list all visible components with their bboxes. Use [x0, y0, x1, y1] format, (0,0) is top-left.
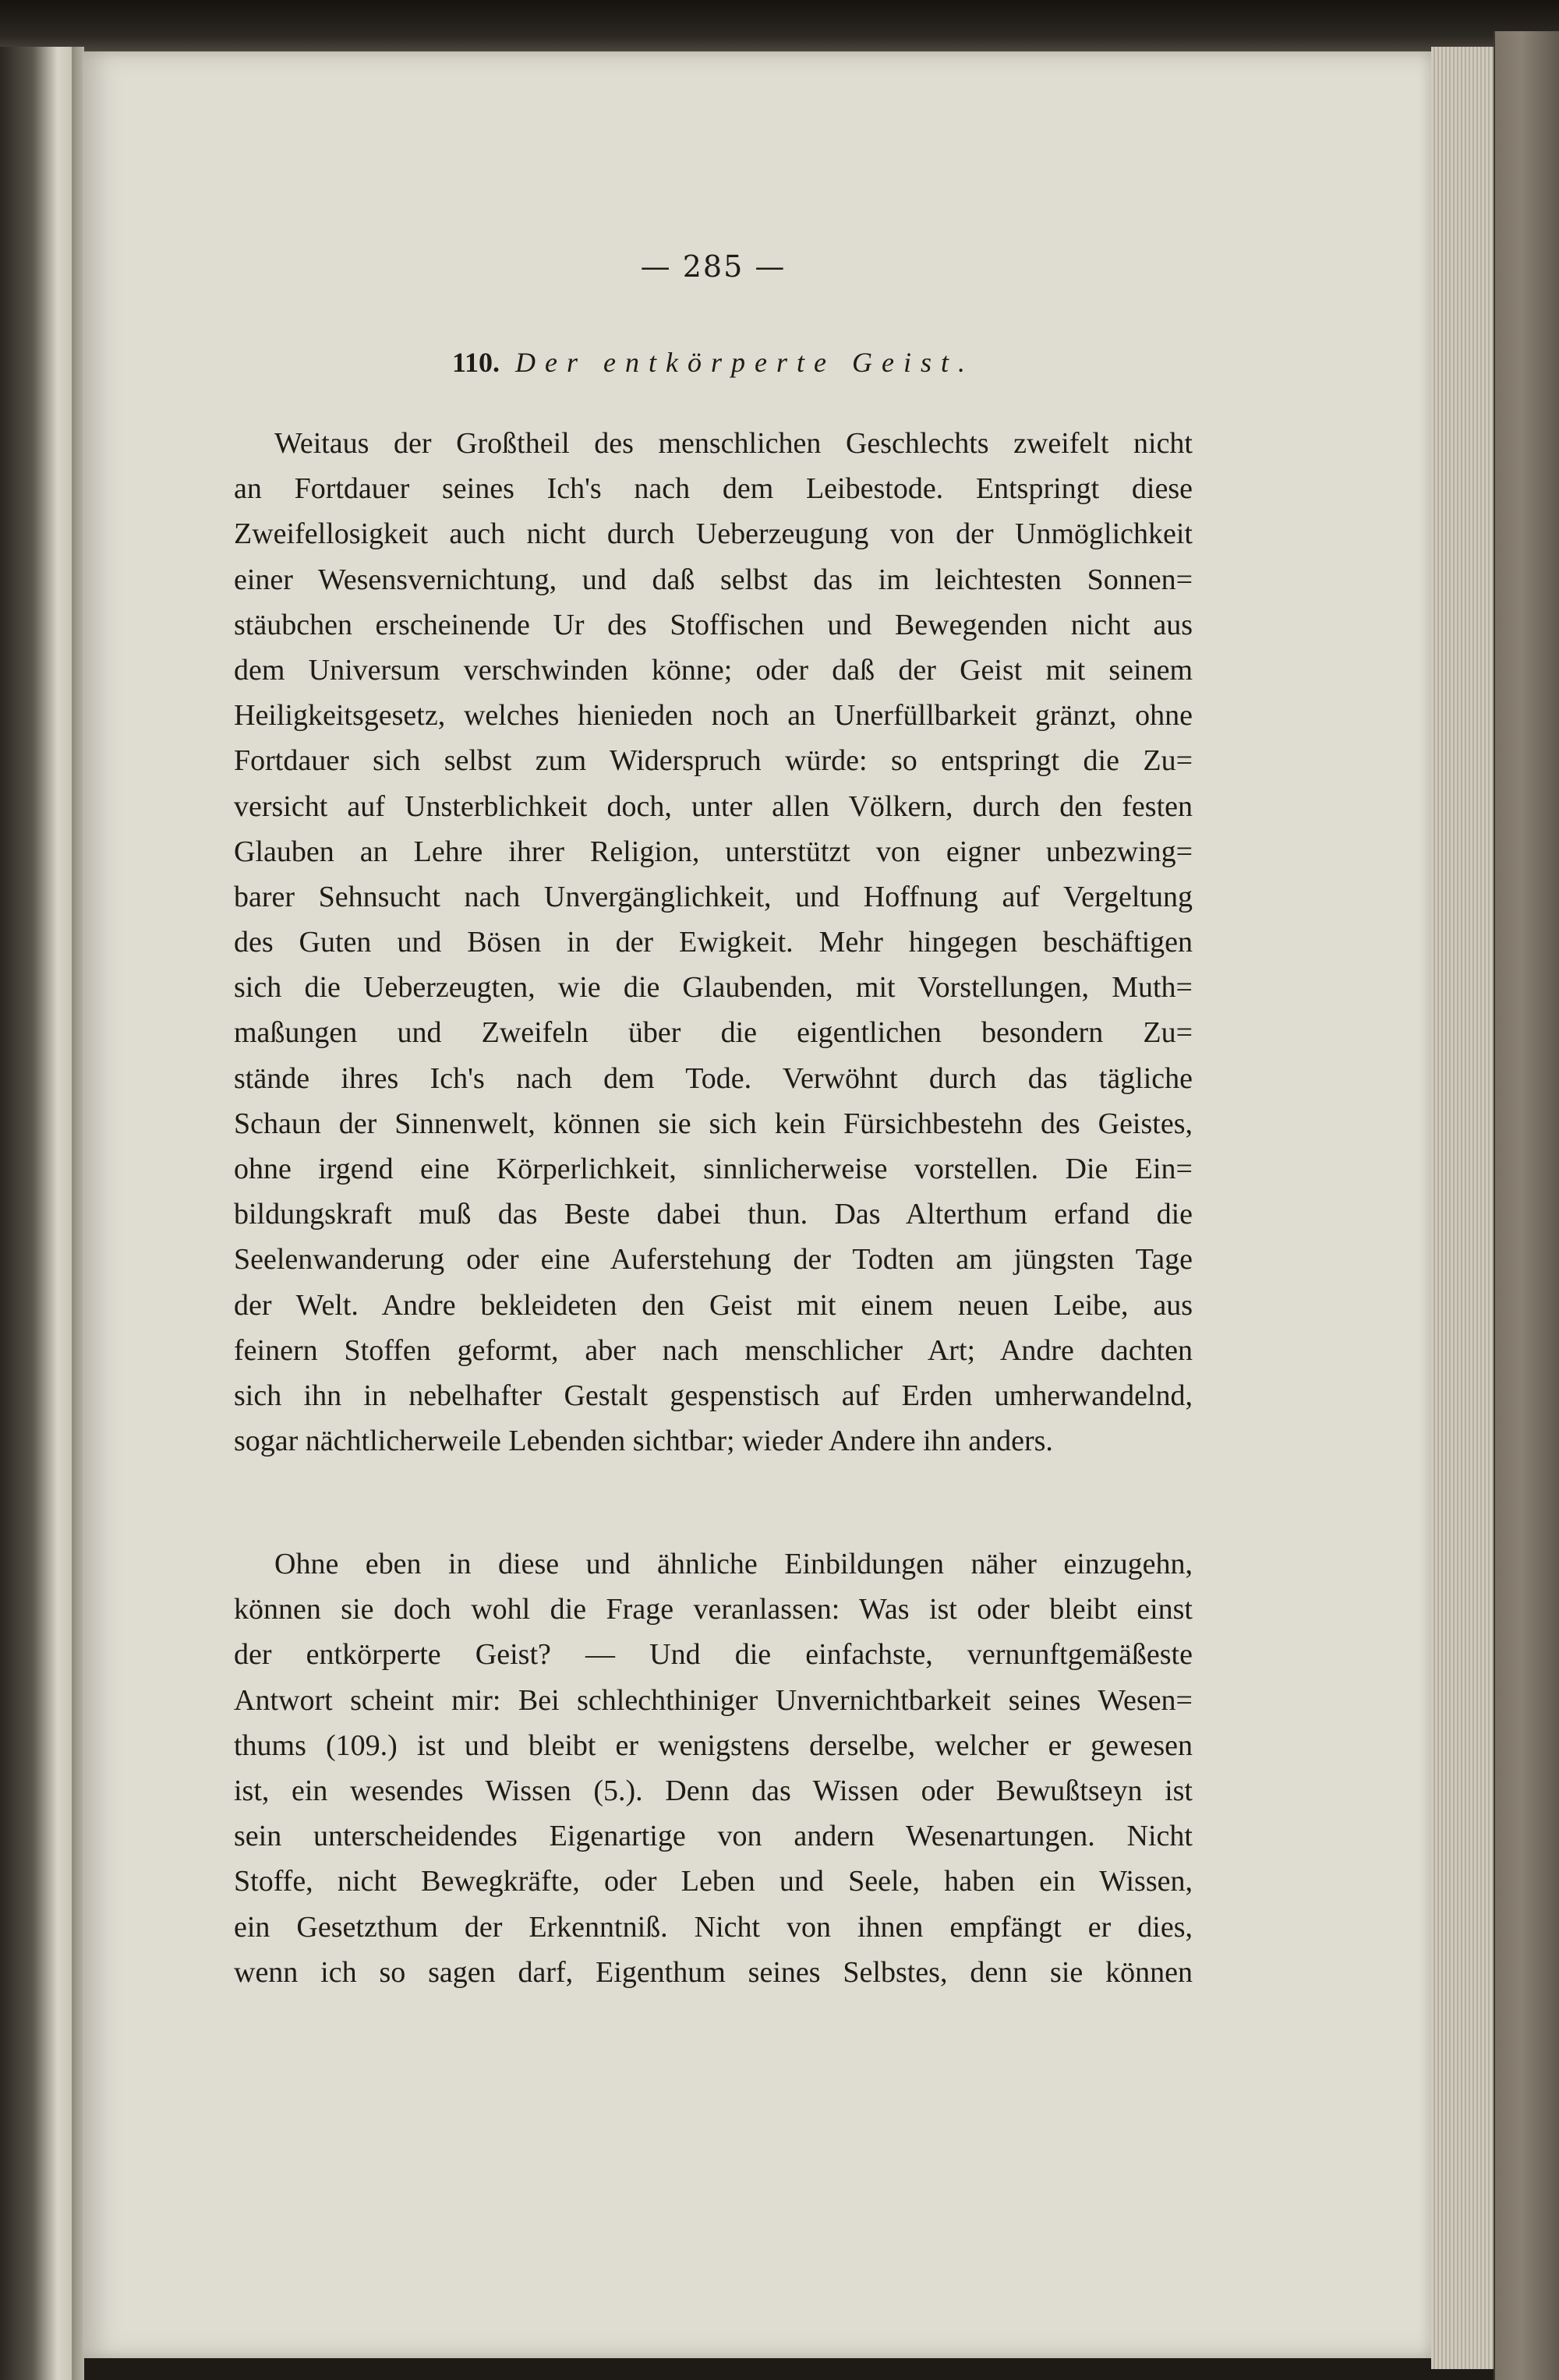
page-block-edge [1431, 47, 1494, 2369]
text-line: Zweifellosigkeit auch nicht durch Ueberzeugung von der Unmöglichkeit [234, 517, 1193, 551]
text-line: einer Wesensvernichtung, und daß selbst das im leichtesten Sonnen= [234, 563, 1193, 596]
paragraph-2 [234, 1541, 1193, 1995]
previous-page-edge [0, 47, 72, 2380]
text-line: sich die Ueberzeugten, wie die Glaubenden, mit Vorstellungen, Muth= [234, 971, 1193, 1005]
book-cover-edge [1494, 31, 1559, 2380]
section-heading [234, 346, 1193, 393]
text-line: sich ihn in nebelhafter Gestalt gespenstisch auf Erden umherwandelnd, [234, 1379, 1193, 1412]
text-line: barer Sehnsucht nach Unvergänglichkeit, und Hoffnung auf Vergeltung [234, 880, 1193, 913]
text-line: Seelenwanderung oder eine Auferstehung der Todten am jüngsten Tage [234, 1243, 1193, 1277]
text-line: Glauben an Lehre ihrer Religion, unterstützt von eigner unbezwing= [234, 835, 1193, 868]
text-line: Weitaus der Großtheil des menschlichen Geschlechts zweifelt nicht [274, 427, 1193, 460]
text-line: der Welt. Andre bekleideten den Geist mit einem neuen Leibe, aus [234, 1288, 1193, 1322]
text-line: sogar nächtlicherweile Lebenden sichtbar; wieder Andere ihn anders. [234, 1425, 1053, 1458]
text-line: Heiligkeitsgesetz, welches hienieden noch an Unerfüllbarkeit gränzt, ohne [234, 699, 1193, 733]
text-line: Antwort scheint mir: Bei schlechthiniger Unvernichtbarkeit seines Wesen= [234, 1683, 1193, 1717]
text-line: sein unterscheidendes Eigenartige von andern Wesenartungen. Nicht [234, 1820, 1193, 1853]
text-line: wenn ich so sagen darf, Eigenthum seines Selbstes, denn sie können [234, 1955, 1193, 1989]
text-line: ohne irgend eine Körperlichkeit, sinnlicherweise vorstellen. Die Ein= [234, 1153, 1193, 1185]
paragraph-1 [234, 421, 1193, 1464]
text-line: können sie doch wohl die Frage veranlassen: Was ist oder bleibt einst [234, 1593, 1193, 1626]
text-line: versicht auf Unsterblichkeit doch, unter allen Völkern, durch den festen [234, 789, 1193, 823]
top-shadow [0, 0, 1559, 51]
text-line: Ohne eben in diese und ähnliche Einbildungen näher einzugehn, [274, 1548, 1193, 1580]
text-line: an Fortdauer seines Ich's nach dem Leibestode. Entspringt diese [234, 472, 1193, 506]
page-number: — 285 — [640, 249, 787, 284]
text-line: der entkörperte Geist? — Und die einfachste, vernunftgemäßeste [234, 1638, 1193, 1672]
text-line: ein Gesetzthum der Erkenntniß. Nicht von ihnen empfängt er dies, [234, 1910, 1193, 1944]
text-line: thums (109.) ist und bleibt er wenigstens derselbe, welcher er gewesen [234, 1729, 1193, 1762]
text-line: ist, ein wesendes Wissen (5.). Denn das Wissen oder Bewußtseyn ist [234, 1774, 1193, 1807]
text-line: stände ihres Ich's nach dem Tode. Verwöhnt durch das tägliche [234, 1061, 1193, 1095]
text-line: dem Universum verschwinden könne; oder daß der Geist mit seinem [234, 653, 1193, 687]
text-line: Fortdauer sich selbst zum Widerspruch würde: so entspringt die Zu= [234, 744, 1193, 778]
text-line: maßungen und Zweifeln über die eigentlichen besondern Zu= [234, 1016, 1193, 1050]
section-title: Der entkörperte Geist. [515, 347, 974, 378]
text-line: Stoffe, nicht Bewegkräfte, oder Leben und Seele, haben ein Wissen, [234, 1865, 1193, 1898]
section-number: 110. [452, 347, 500, 378]
text-line: des Guten und Bösen in der Ewigkeit. Mehr hingegen beschäftigen [234, 926, 1193, 959]
text-line: feinern Stoffen geformt, aber nach menschlicher Art; Andre dachten [234, 1333, 1193, 1367]
text-line: bildungskraft muß das Beste dabei thun. Das Alterthum erfand die [234, 1198, 1193, 1231]
text-line: Schaun der Sinnenwelt, können sie sich kein Fürsichbestehn des Geistes, [234, 1107, 1193, 1140]
text-line: stäubchen erscheinende Ur des Stoffischen und Bewegenden nicht aus [234, 608, 1193, 641]
